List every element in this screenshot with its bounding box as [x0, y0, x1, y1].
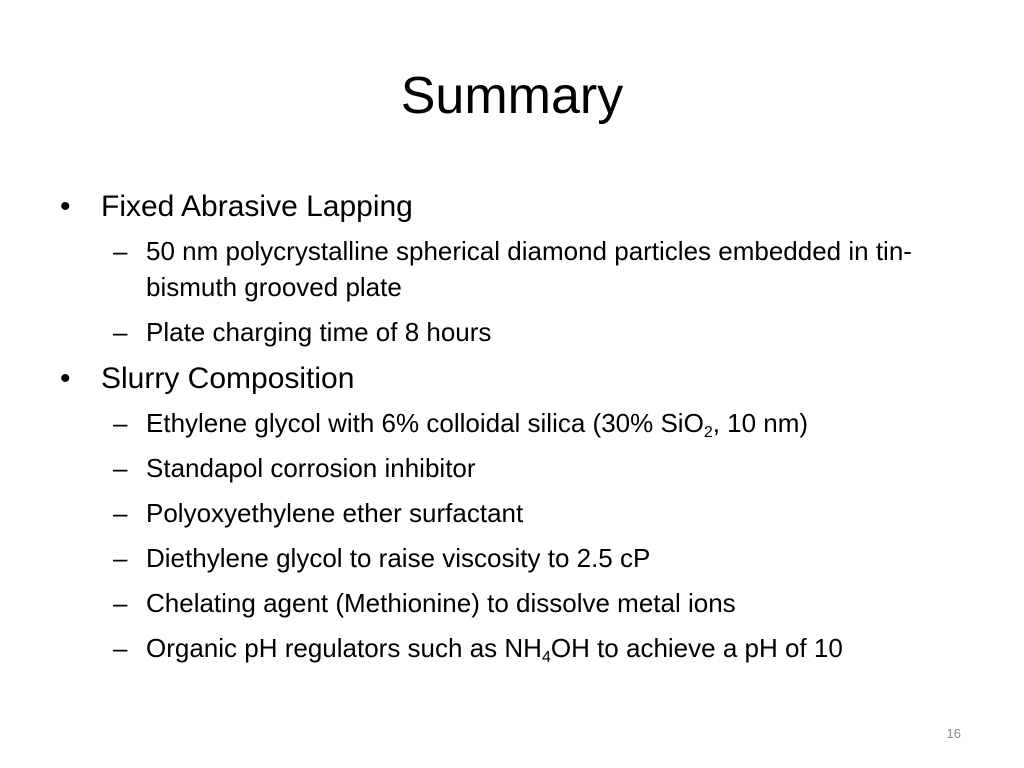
sub-item-text: Polyoxyethylene ether surfactant: [146, 498, 524, 528]
dash-icon: –: [113, 588, 128, 618]
subscript: 2: [703, 424, 713, 441]
slide-title: Summary: [400, 67, 624, 125]
sub-item-text: Chelating agent (Methionine) to dissolve metal ions: [146, 588, 736, 618]
dash-icon: –: [113, 498, 128, 528]
sub-item-standapol: [56, 450, 986, 486]
sub-item-text-pre: Ethylene glycol with 6% colloidal silica (30% SiO: [146, 408, 704, 438]
bullet-icon: •: [60, 190, 71, 223]
dash-icon: –: [113, 453, 128, 483]
sub-item-ethylene-glycol: [56, 405, 986, 441]
sub-item-ph-regulators: [56, 630, 986, 666]
bullet-item-slurry-composition: [56, 359, 986, 399]
sub-item-plate-charging: [56, 314, 986, 350]
dash-icon: –: [113, 633, 128, 663]
sub-item-text: Diethylene glycol to raise viscosity to 2.5 cP: [146, 543, 651, 573]
sub-item-text-post: , 10 nm): [712, 408, 809, 438]
bullet-text: Fixed Abrasive Lapping: [101, 190, 413, 223]
slide-number: 16: [946, 726, 961, 741]
subscript: 4: [541, 649, 551, 666]
sub-item-text: Standapol corrosion inhibitor: [146, 453, 476, 483]
sub-item-chelating-agent: [56, 585, 986, 621]
sub-item-text: Plate charging time of 8 hours: [146, 317, 492, 347]
dash-icon: –: [113, 317, 128, 347]
sub-item-polyoxyethylene: [56, 495, 986, 531]
sub-item-text: 50 nm polycrystalline spherical diamond particles embedded in tin-bismuth grooved plate: [146, 236, 912, 302]
bullet-item-fixed-abrasive-lapping: [56, 187, 986, 227]
bullet-text: Slurry Composition: [101, 362, 355, 395]
dash-icon: –: [113, 408, 128, 438]
dash-icon: –: [113, 236, 128, 266]
sub-item-diamond-particles: [56, 233, 986, 305]
dash-icon: –: [113, 543, 128, 573]
sub-item-diethylene-glycol: [56, 540, 986, 576]
sub-item-text-pre: Organic pH regulators such as NH: [146, 633, 542, 663]
bullet-icon: •: [60, 362, 71, 395]
sub-item-text-post: OH to achieve a pH of 10: [550, 633, 843, 663]
slide-content: [56, 183, 986, 675]
